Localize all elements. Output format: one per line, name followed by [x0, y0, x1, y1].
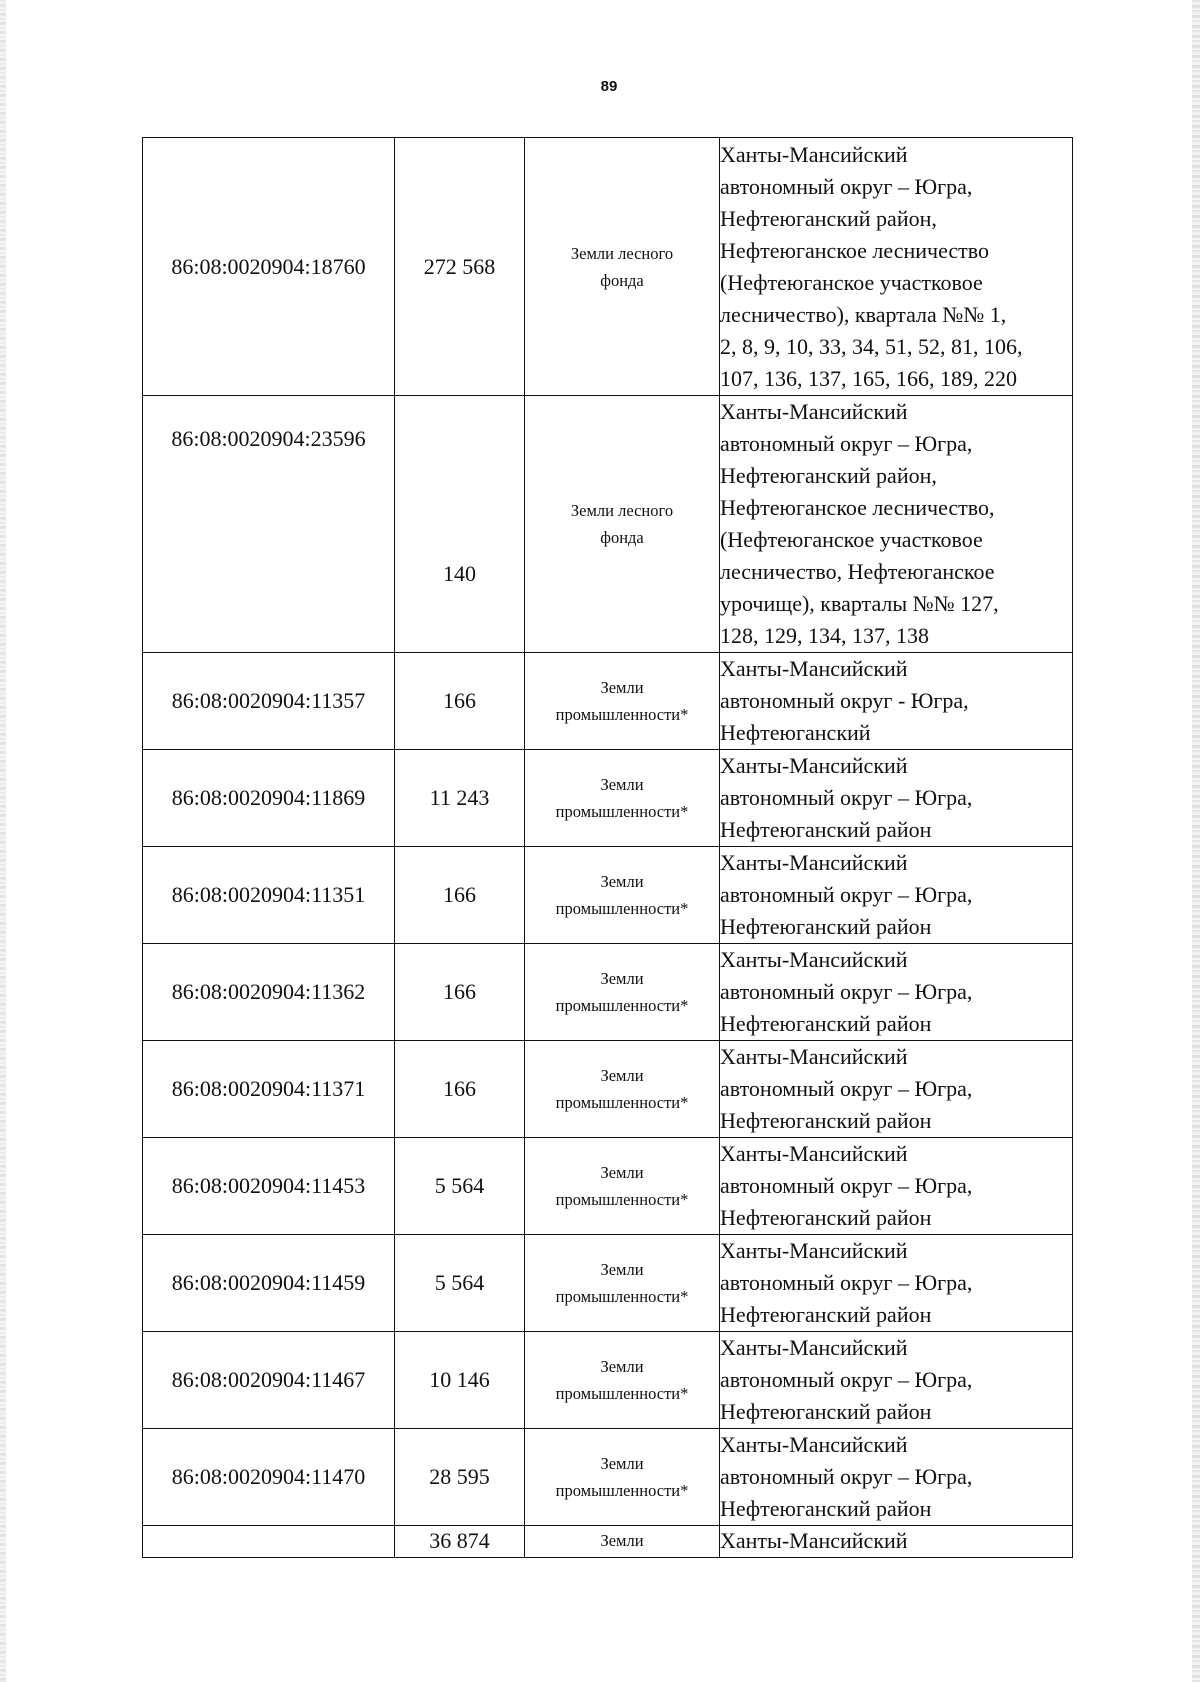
- scan-edge-right: [1192, 0, 1200, 1682]
- address-cell: Ханты-Мансийский автономный округ – Югра, Нефтеюганский район: [720, 750, 1073, 847]
- land-category-cell: Земли лесного фонда: [525, 138, 720, 396]
- area-cell: 5 564: [395, 1235, 525, 1332]
- area-cell: 10 146: [395, 1332, 525, 1429]
- cadastral-number-cell: 86:08:0020904:11351: [143, 847, 395, 944]
- cadastral-number-cell: 86:08:0020904:23596: [143, 396, 395, 653]
- area-cell: 166: [395, 944, 525, 1041]
- land-category-cell: Земли промышленности*: [525, 1429, 720, 1526]
- cadastral-number-cell: 86:08:0020904:11362: [143, 944, 395, 1041]
- address-cell: Ханты-Мансийский автономный округ – Югра, Нефтеюганский район, Нефтеюганское лесничество (Нефтеюганское участковое лесничество), квартала №№ 1, 2, 8, 9, 10, 33, 34, 51, 52, 81, 106, 107, 136, 137, 165, 166, 189, 220: [720, 138, 1073, 396]
- land-category-cell: Земли промышленности*: [525, 847, 720, 944]
- table-row: [143, 1235, 1073, 1332]
- table-row: [143, 1041, 1073, 1138]
- land-category-cell: Земли промышленности*: [525, 1235, 720, 1332]
- land-plots-table: [142, 137, 1073, 1558]
- cadastral-number-cell: 86:08:0020904:11453: [143, 1138, 395, 1235]
- land-category-cell: Земли промышленности*: [525, 1332, 720, 1429]
- land-category-cell: Земли промышленности*: [525, 1041, 720, 1138]
- address-cell: Ханты-Мансийский автономный округ – Югра, Нефтеюганский район: [720, 1138, 1073, 1235]
- land-category-cell: Земли лесного фонда: [525, 396, 720, 653]
- scan-edge-left: [0, 0, 6, 1682]
- table-row: [143, 653, 1073, 750]
- area-cell: 140: [395, 396, 525, 653]
- land-category-cell: Земли промышленности*: [525, 944, 720, 1041]
- address-cell: Ханты-Мансийский автономный округ – Югра, Нефтеюганский район, Нефтеюганское лесничество, (Нефтеюганское участковое лесничество, Нефтеюганское урочище), кварталы №№ 127, 128, 129, 134, 137, 138: [720, 396, 1073, 653]
- area-cell: 272 568: [395, 138, 525, 396]
- address-cell: Ханты-Мансийский автономный округ – Югра, Нефтеюганский район: [720, 847, 1073, 944]
- land-category-cell: Земли промышленности*: [525, 653, 720, 750]
- area-cell: 166: [395, 1041, 525, 1138]
- table-row: [143, 1138, 1073, 1235]
- cadastral-number-cell: 86:08:0020904:11371: [143, 1041, 395, 1138]
- area-cell: 166: [395, 847, 525, 944]
- table-row: [143, 944, 1073, 1041]
- area-cell: 11 243: [395, 750, 525, 847]
- cadastral-number-cell: 86:08:0020904:11459: [143, 1235, 395, 1332]
- area-cell: 5 564: [395, 1138, 525, 1235]
- page-number: 89: [600, 78, 618, 95]
- table-row: [143, 1526, 1073, 1558]
- cadastral-number-cell: 86:08:0020904:11357: [143, 653, 395, 750]
- address-cell: Ханты-Мансийский автономный округ – Югра, Нефтеюганский район: [720, 944, 1073, 1041]
- table-row: [143, 396, 1073, 653]
- table-row: [143, 138, 1073, 396]
- land-category-cell: Земли промышленности*: [525, 1138, 720, 1235]
- address-cell: Ханты-Мансийский автономный округ – Югра, Нефтеюганский район: [720, 1235, 1073, 1332]
- address-cell: Ханты-Мансийский автономный округ - Югра, Нефтеюганский: [720, 653, 1073, 750]
- cadastral-number-cell: 86:08:0020904:18760: [143, 138, 395, 396]
- cadastral-number-cell: 86:08:0020904:11869: [143, 750, 395, 847]
- table-row: [143, 750, 1073, 847]
- cadastral-number-cell: 86:08:0020904:11467: [143, 1332, 395, 1429]
- table-row: [143, 1429, 1073, 1526]
- address-cell: Ханты-Мансийский автономный округ – Югра, Нефтеюганский район: [720, 1041, 1073, 1138]
- area-cell: 28 595: [395, 1429, 525, 1526]
- cadastral-number-cell: [143, 1526, 395, 1558]
- address-cell: Ханты-Мансийский автономный округ – Югра, Нефтеюганский район: [720, 1429, 1073, 1526]
- table-row: [143, 847, 1073, 944]
- area-cell: 166: [395, 653, 525, 750]
- cadastral-number-cell: 86:08:0020904:11470: [143, 1429, 395, 1526]
- land-category-cell: Земли промышленности*: [525, 750, 720, 847]
- address-cell: Ханты-Мансийский автономный округ – Югра, Нефтеюганский район: [720, 1332, 1073, 1429]
- address-cell: Ханты-Мансийский: [720, 1526, 1073, 1558]
- area-cell: 36 874: [395, 1526, 525, 1558]
- table-row: [143, 1332, 1073, 1429]
- land-category-cell: Земли: [525, 1526, 720, 1558]
